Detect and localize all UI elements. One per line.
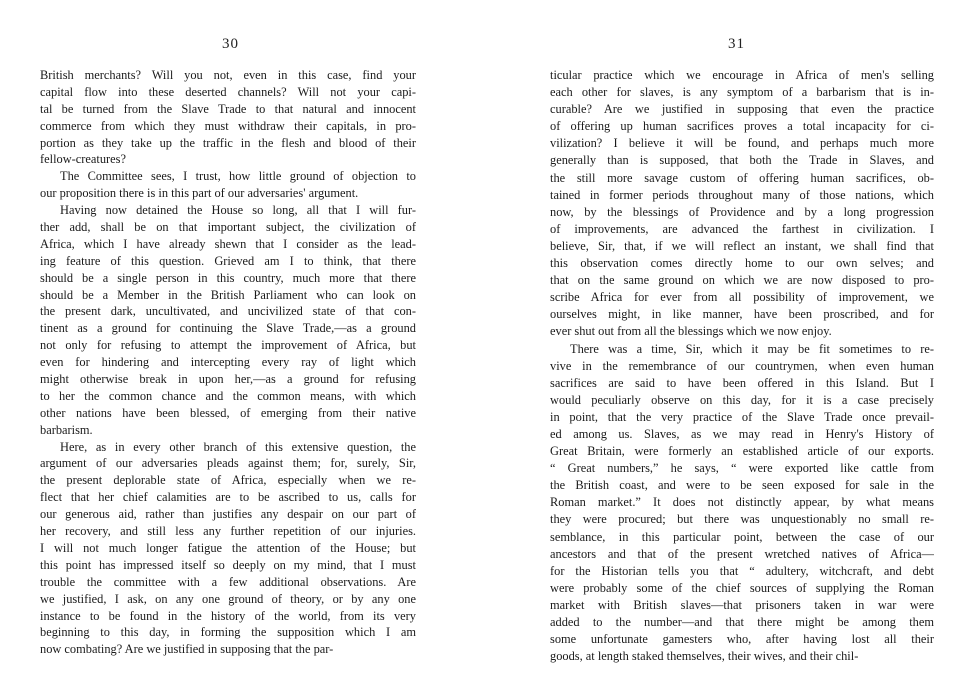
text-line: the British coast, and were to be seen exposed for sale in the — [550, 478, 934, 493]
text-line: that on the same ground on which we are now disposed to pro- — [550, 273, 934, 288]
text-line: ever shut out from all the blessings which we now enjoy. — [550, 324, 832, 339]
right-page-text — [550, 67, 934, 665]
text-line: the present deplorable state of Africa, especially when we re- — [40, 473, 416, 488]
text-line: I will not much longer fatigue the attention of the House; but — [40, 540, 416, 555]
text-line: other nations have been blessed, of emerging from their native — [40, 405, 416, 420]
text-line: There was a time, Sir, which it may be fit sometimes to re- — [570, 341, 934, 356]
text-line: of offering up human sacrifices proves a total incapacity for ci- — [550, 119, 934, 134]
text-line: Having now detained the House so long, all that I will fur- — [60, 203, 416, 218]
text-line: the still more savage custom of offering human sacrifices, ob- — [550, 170, 934, 185]
text-line: each other for slaves, is any symptom of a barbarism that is in- — [550, 85, 934, 100]
text-line: not only for refusing to attempt the improvement of Africa, but — [40, 338, 416, 353]
left-page-text — [40, 67, 416, 658]
text-line: British merchants? Will you not, even in this case, find your — [40, 68, 416, 82]
text-line: ourselves might, in like manner, have been proscribed, and for — [550, 307, 934, 322]
text-line: added to the number—and that there might be among them — [550, 615, 934, 629]
text-line: beginning to this day, in forming the supposition which I am — [40, 625, 416, 640]
text-line: some unfortunate gamesters who, after having lost all their — [550, 632, 934, 647]
text-line: scribe Africa for ever from all possibility of improvement, we — [550, 290, 934, 305]
text-line: were probably some of the chief sources of supplying the Roman — [550, 580, 934, 595]
text-line: tal be turned from the Slave Trade to that natural and innocent — [40, 101, 416, 116]
text-line: for the Historian tells you that “ adultery, witchcraft, and debt — [550, 563, 934, 578]
text-line: Great Britain, were formerly an established article of our exports. — [550, 444, 934, 459]
text-line: “ Great numbers,” he says, “ were exported like cattle from — [550, 461, 934, 476]
text-line: Here, as in every other branch of this extensive question, the — [60, 439, 416, 454]
text-line: tinent as a ground for continuing the Slave Trade,—as a ground — [40, 321, 416, 336]
text-line: market with British slaves—that prisoners taken in war were — [550, 597, 934, 612]
text-line: instance to be found in the history of the world, from its very — [40, 608, 416, 623]
text-line: ticular practice which we encourage in Africa of men's selling — [550, 68, 934, 82]
text-line: our generous aid, rather than justifies any despair on our part of — [40, 507, 416, 522]
text-line: ing feature of this question. Grieved am I to think, that there — [40, 253, 416, 268]
text-line: sacrifices are said to have been offered in this Island. But I — [550, 375, 934, 390]
text-line: even for hindering and intercepting every ray of light which — [40, 355, 416, 370]
page-number-left: 30 — [222, 36, 239, 52]
text-line: portion as they take up the traffic in the flesh and blood of their — [40, 135, 416, 150]
text-line: tained in former periods throughout many of those nations, which — [550, 187, 934, 202]
text-line: should be a single person in this country, much more that there — [40, 270, 416, 285]
text-line: ed among us. Slaves, as we may read in Henry's History of — [550, 426, 934, 441]
text-line: might otherwise break in upon her,—as a ground for refusing — [40, 372, 416, 387]
text-line: her recovery, and still less any further repetition of our injuries. — [40, 524, 416, 539]
text-line: this point has impressed itself so deeply on my mind, that I must — [40, 557, 416, 572]
text-line: The Committee sees, I trust, how little ground of objection to — [60, 169, 416, 184]
text-line: barbarism. — [40, 422, 93, 437]
text-line: this observation comes directly home to our own selves; and — [550, 256, 934, 271]
text-line: goods, at length staked themselves, their wives, and their chil- — [550, 649, 859, 664]
text-line: in point, that the very practice of the Slave Trade once prevail- — [550, 409, 934, 424]
text-line: ancestors and that of the present wretched natives of Africa— — [550, 546, 934, 561]
text-line: vilization? I believe it will be found, and perhaps much more — [550, 136, 934, 151]
text-line: we justified, I ask, on any one ground of theory, or by any one — [40, 591, 416, 606]
text-line: ther add, shall be on that important subject, the civilization of — [40, 220, 416, 235]
text-line: of improvements, are advanced the farthest in civilization. I — [550, 221, 934, 236]
text-line: believe, Sir, that, if we will reflect an instant, we shall find that — [550, 238, 934, 253]
text-line: trouble the committee with a few additional observations. Are — [40, 574, 416, 589]
text-line: fellow-creatures? — [40, 152, 126, 167]
right-page — [490, 0, 980, 699]
page-number-right: 31 — [728, 36, 745, 52]
text-line: semblance, in this particular point, between the case of our — [550, 529, 934, 544]
text-line: to her the common chance and the common means, with which — [40, 388, 416, 403]
text-line: now, by the blessings of Providence and by a long progression — [550, 204, 934, 219]
text-line: flect that her chief calamities are to be ascribed to us, calls for — [40, 490, 416, 505]
text-line: Africa, which I have already shewn that I consider as the lead- — [40, 236, 416, 251]
text-line: now combating? Are we justified in supposing that the par- — [40, 642, 334, 657]
text-line: commerce from which they must withdraw their capitals, in pro- — [40, 118, 416, 133]
text-line: should be a Member in the British Parliament who can look on — [40, 287, 416, 302]
text-line: would peculiarly observe on this day, for it is a case precisely — [550, 392, 934, 407]
text-line: generally than is supposed, that both the Trade in Slaves, and — [550, 153, 934, 168]
text-line: the present dark, uncultivated, and uncivilized state of that con- — [40, 304, 416, 319]
text-line: vive in the remembrance of our countrymen, when even human — [550, 358, 934, 373]
text-line: argument of our adversaries pleads against them; for, surely, Sir, — [40, 456, 416, 471]
text-line: capital flow into these deserted channels? Will not your capi- — [40, 84, 416, 99]
text-line: Roman market.” It does not distinctly appear, by what means — [550, 495, 934, 510]
text-line: our proposition there is in this part of our adversaries' argument. — [40, 186, 359, 201]
text-line: they were procured; but there was unquestionably no small re- — [550, 512, 934, 527]
text-line: curable? Are we justified in supposing that even the practice — [550, 102, 934, 117]
